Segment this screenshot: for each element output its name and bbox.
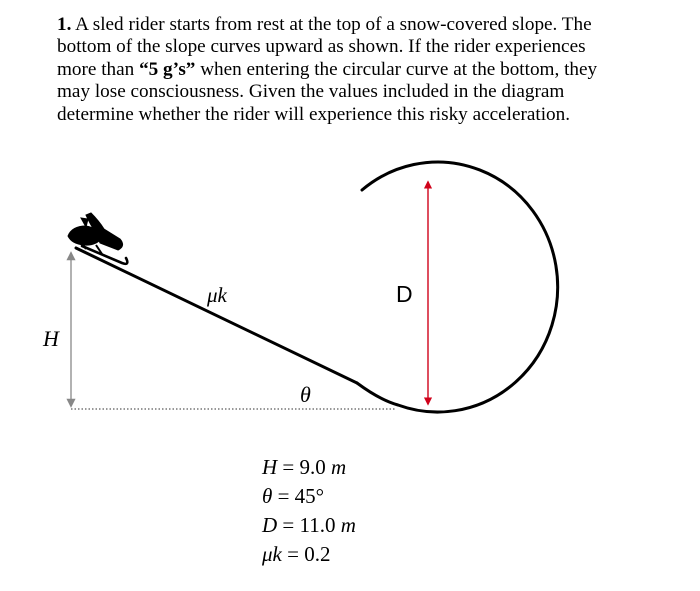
given-h-unit: m <box>331 455 347 479</box>
given-theta-value: = 45° <box>272 484 325 508</box>
given-mu-k <box>262 542 330 567</box>
given-h-value: = 9.0 <box>277 455 332 479</box>
problem-line-4: may lose consciousness. Given the values included in the diagram <box>57 81 565 103</box>
given-h-symbol: H <box>262 455 278 479</box>
given-d-symbol: D <box>262 513 278 537</box>
five-g-quote: “5 g’s” <box>139 58 196 80</box>
label-theta: θ <box>300 382 311 407</box>
problem-text-1: A sled rider starts from rest at the top of a snow-covered slope. The <box>75 14 592 35</box>
problem-text-3a: more than <box>57 58 140 80</box>
given-d-value: = 11.0 <box>277 513 341 537</box>
problem-line-5: determine whether the rider will experience this risky acceleration. <box>57 103 571 125</box>
given-mu-k-symbol: μk <box>262 542 282 566</box>
label-d: D <box>396 281 413 307</box>
problem-text-3b: when entering the circular curve at the bottom, they <box>195 58 598 80</box>
slope-line <box>76 248 357 383</box>
label-mu-k: μk <box>207 283 227 307</box>
given-d <box>262 513 356 538</box>
problem-number: 1. <box>57 14 72 35</box>
loop-curve <box>357 162 558 412</box>
sled-icon <box>68 213 127 264</box>
problem-line-2: bottom of the slope curves upward as shown. If the rider experiences <box>57 36 586 58</box>
given-theta <box>262 484 324 509</box>
given-theta-symbol: θ <box>262 484 273 508</box>
given-h <box>262 455 346 480</box>
given-mu-k-value: = 0.2 <box>281 542 331 566</box>
given-d-unit: m <box>340 513 356 537</box>
label-h: H <box>43 326 59 351</box>
